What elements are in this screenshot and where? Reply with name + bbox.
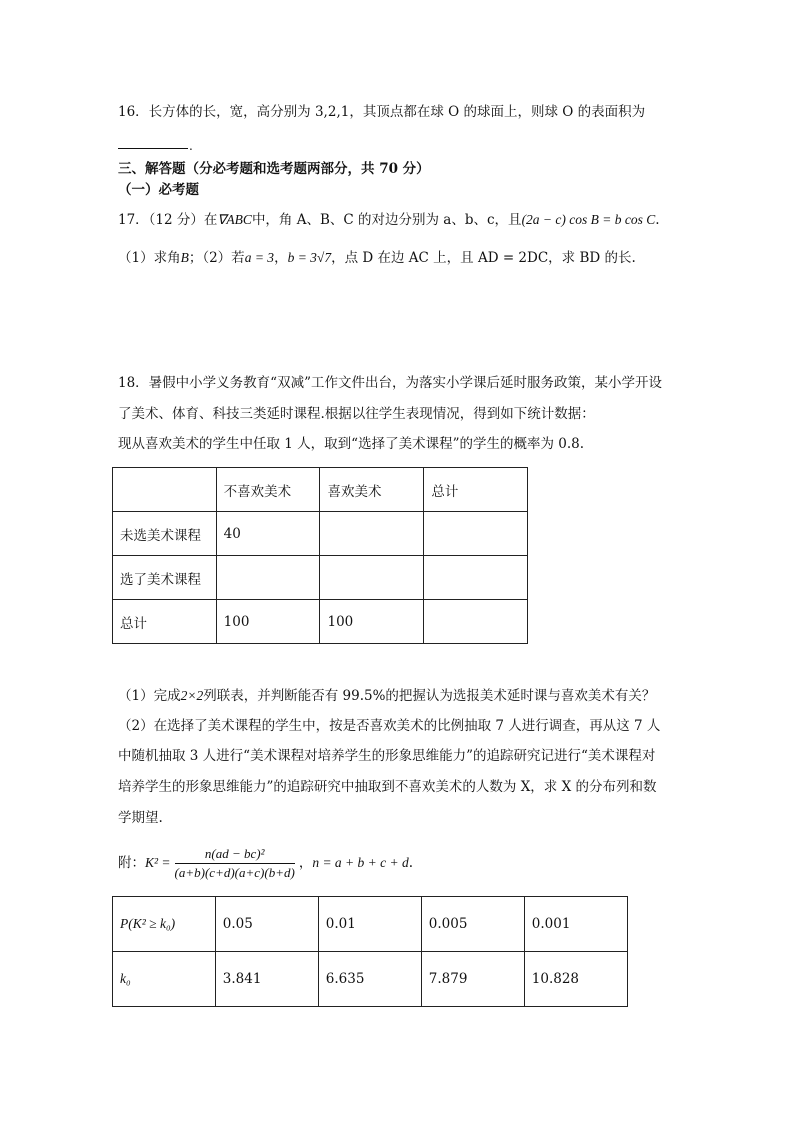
formula-n-def: n = a + b + c + d [312,855,409,870]
table-cell [424,600,528,644]
q16-text: 16．长方体的长，宽，高分别为 3,2,1，其顶点都在球 O 的球面上，则球 O 的表面积为 [118,104,646,120]
critical-value-table [112,896,628,1007]
formula-denominator: (a+b)(c+d)(a+c)(b+d) [174,865,295,880]
table-cell: k₀ [113,952,216,1007]
question-16 [118,102,645,122]
table-cell [320,556,424,600]
formula-fraction [175,846,295,881]
table-cell [320,512,424,556]
var-b: B [180,250,189,265]
chi-square-formula: 附：K² = $\frac{\text{n(ad − bc)²}}{(a+b)(c+d)(a+c)(b+d)}$ ，n = a + b + c + d. [118,846,414,880]
table-row [113,512,528,556]
table-cell: 7.879 [421,952,524,1007]
table-cell: 3.841 [215,952,318,1007]
q18-part2-line3: 培养学生的形象思维能力”的追踪研究中抽取到不喜欢美术的人数为 X，求 X 的分布列和数 [118,779,657,795]
triangle-abc: ∇ABC [217,212,252,227]
table-cell: 0.05 [215,897,318,952]
table-cell [424,512,528,556]
table-cell: 10.828 [524,952,627,1007]
table-row [113,897,628,952]
question-17-line1: 17．（12 分）在∇ABC中，角 A、B、C 的对边分别为 a、b、c，且(2a − c) cos B = b cos C. [118,212,660,228]
table-cell [113,468,217,512]
table-row [113,600,528,644]
question-18-line2: 了美术、体育、科技三类延时课程.根据以往学生表现情况，得到如下统计数据： [118,406,595,422]
section-3-subtitle: （一）必考题 [118,182,199,198]
q16-answer-blank [118,147,188,149]
section-3-title: 三、解答题（分必考题和选考题两部分，共 70 分） [118,161,430,177]
question-17-line2: （1）求角B；（2）若a = 3，b = 3√7，点 D 在边 AC 上，且 AD = 2DC，求 BD 的长. [118,250,636,266]
table-cell: 0.01 [318,897,421,952]
table-cell: 40 [216,512,320,556]
given-a: a = 3 [244,250,275,265]
table-cell: 100 [320,600,424,644]
table-cell: 喜欢美术 [320,468,424,512]
q18-part2-line1: （2）在选择了美术课程的学生中，按是否喜欢美术的比例抽取 7 人进行调查，再从这 7 人 [118,718,661,734]
table-cell: 未选美术课程 [113,512,217,556]
table-cell: 0.001 [524,897,627,952]
table-cell: 总计 [424,468,528,512]
formula-numerator: n(ad − bc)² [175,846,295,864]
q18-part1: （1）完成2×2列联表，并判断能否有 99.5%的把握认为选报美术延时课与喜欢美术有关？ [118,688,656,704]
table-row [113,468,528,512]
table-cell: 100 [216,600,320,644]
table-size: 2×2 [180,688,204,703]
table-row [113,952,628,1007]
table-cell: 6.635 [318,952,421,1007]
table-cell: 0.005 [421,897,524,952]
q17-condition: (2a − c) cos B = b cos C [521,212,656,227]
question-18-line1: 18．暑假中小学义务教育“双减”工作文件出台，为落实小学课后延时服务政策，某小学开设 [118,375,662,391]
formula-lhs: K² = [145,855,171,870]
table-cell: 不喜欢美术 [216,468,320,512]
q18-part2-line4: 学期望. [118,810,163,826]
table-cell: 总计 [113,600,217,644]
table-cell [424,556,528,600]
contingency-table [112,467,528,644]
given-b: b = 3√7 [287,250,332,265]
table-cell [216,556,320,600]
question-18-line3: 现从喜欢美术的学生中任取 1 人，取到“选择了美术课程”的学生的概率为 0.8. [118,436,585,452]
table-cell: P(K² ≥ k₀) [113,897,216,952]
table-cell: 选了美术课程 [113,556,217,600]
q16-blank-end: . [189,139,193,153]
table-row [113,556,528,600]
q18-part2-line2: 中随机抽取 3 人进行“美术课程对培养学生的形象思维能力”的追踪研究记进行“美术课程对 [118,748,656,764]
